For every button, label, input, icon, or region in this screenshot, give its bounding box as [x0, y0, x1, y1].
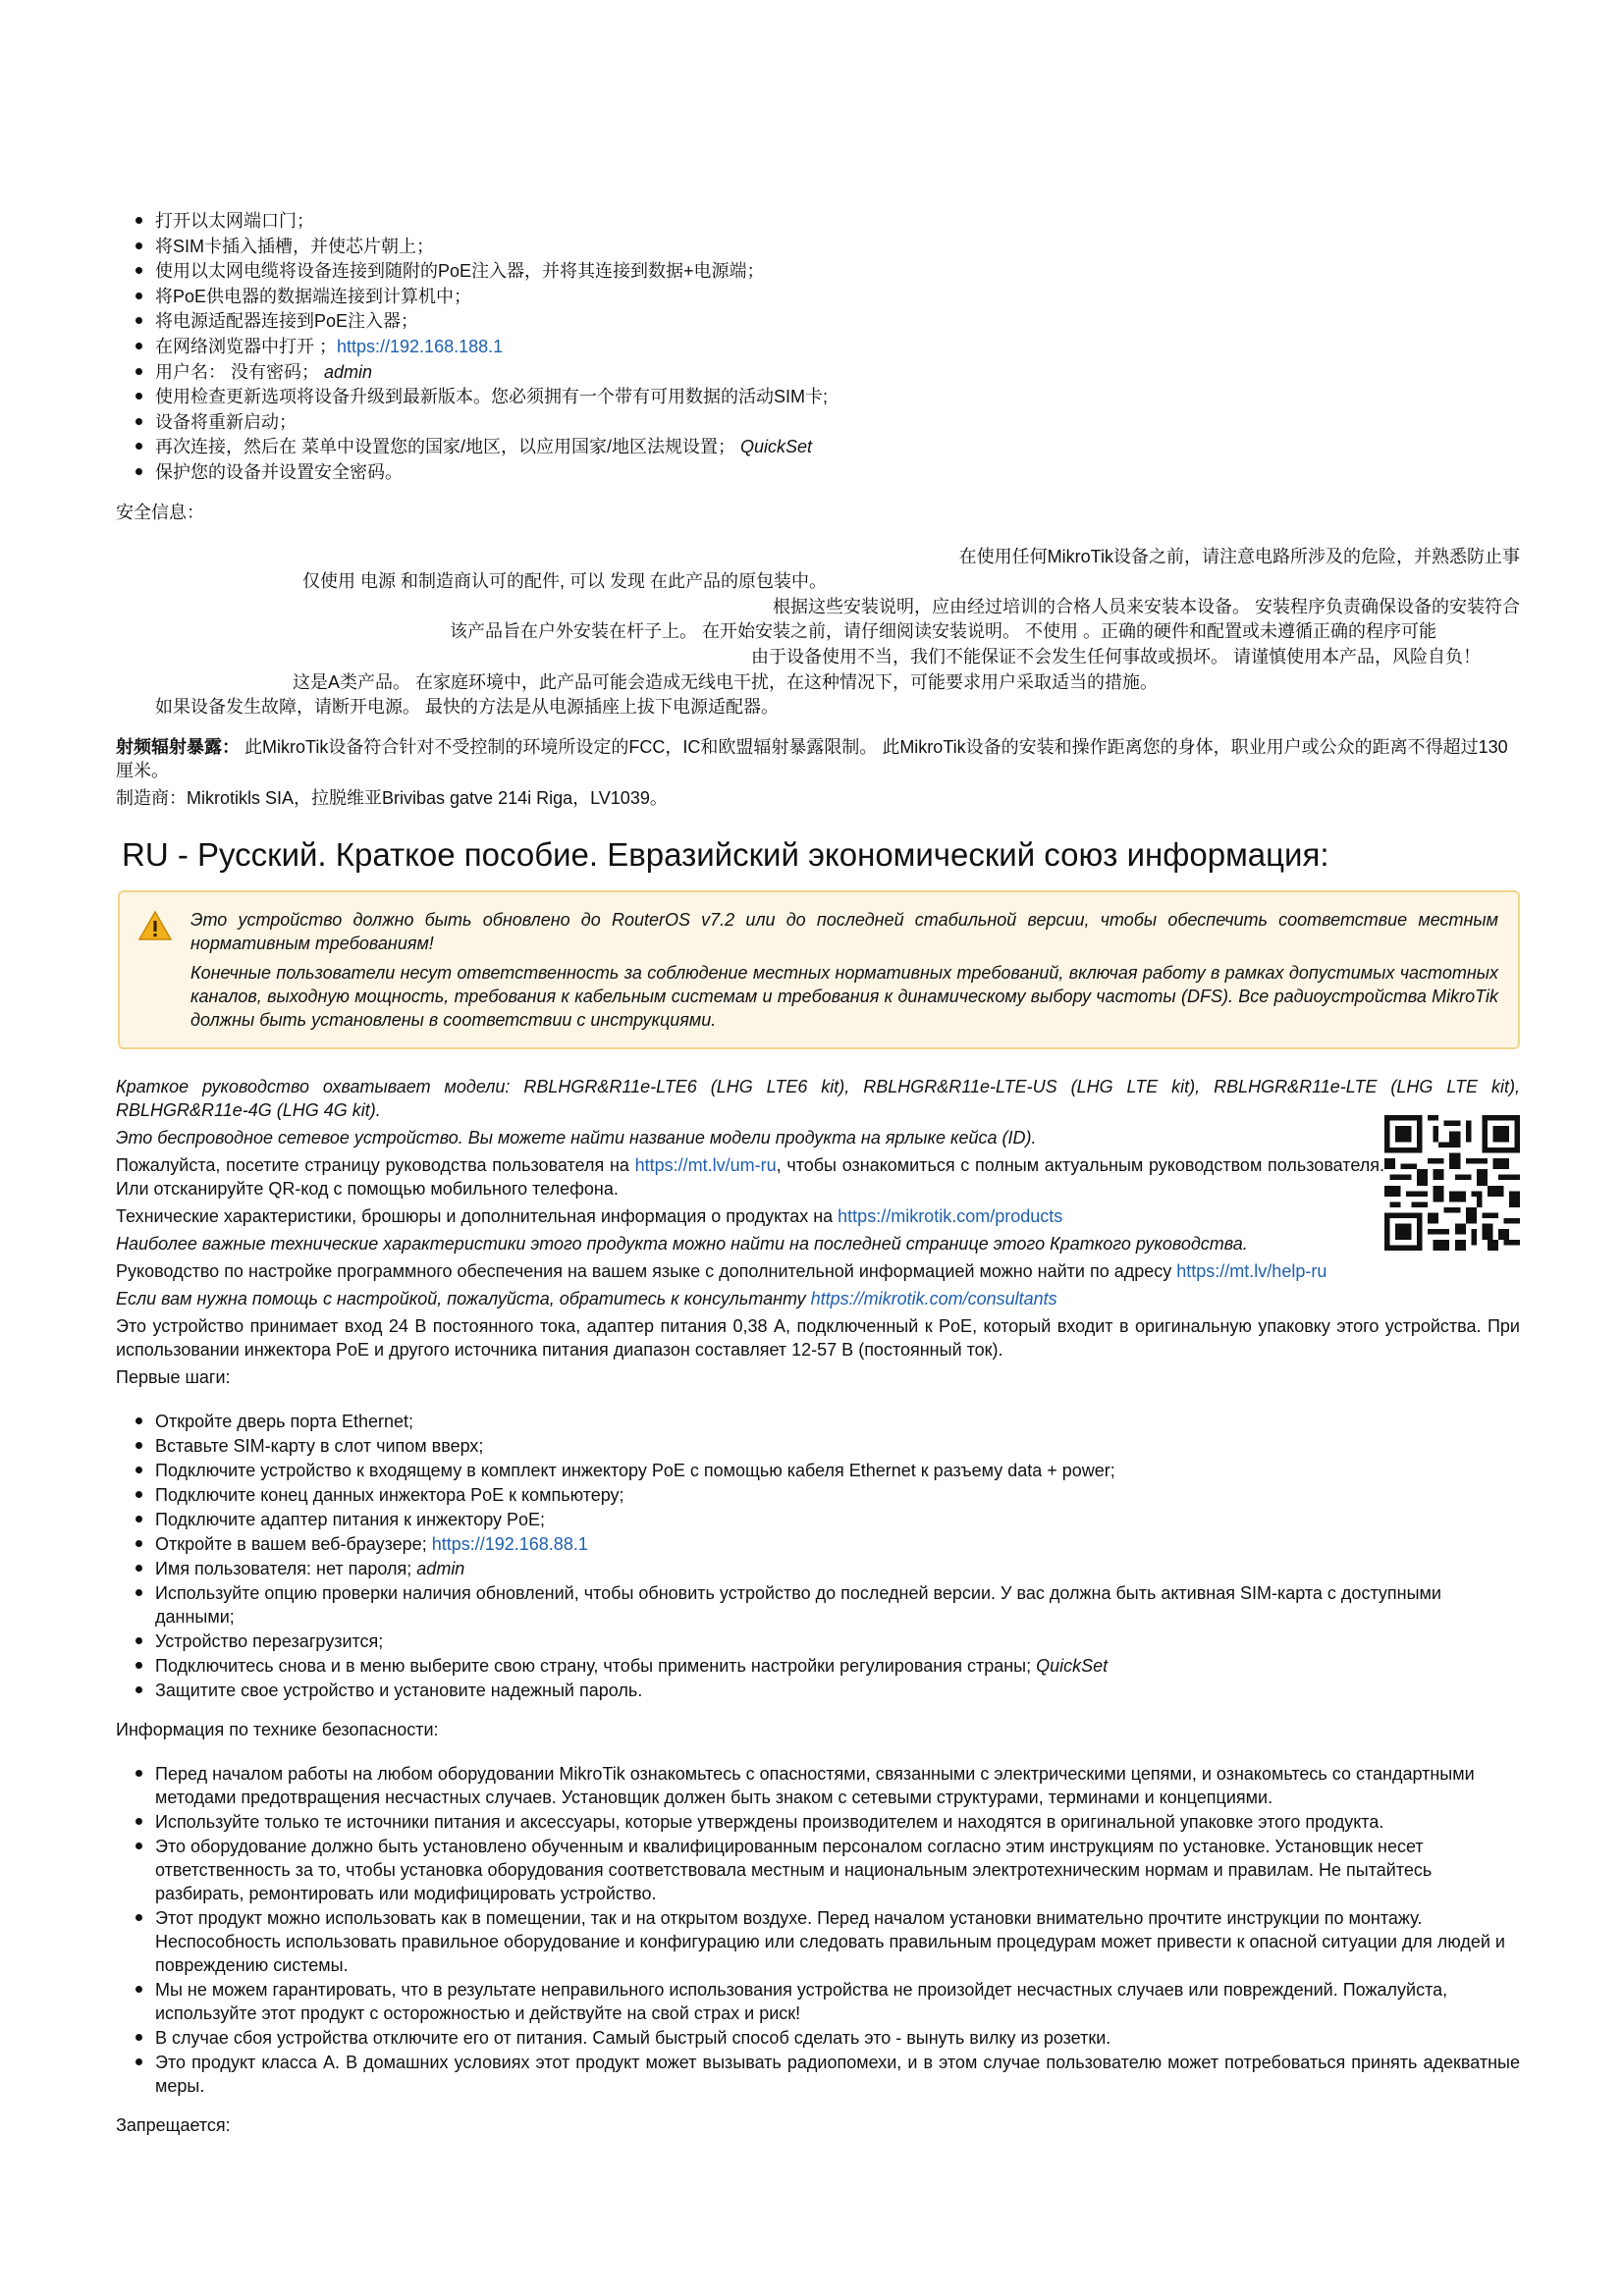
list-item: • 保护您的设备并设置安全密码。	[155, 459, 1520, 485]
ru-safety-list	[116, 1761, 1520, 2098]
ru-important: Наиболее важные технические характеристики этого продукта можно найти на последней странице этого Краткого руководства.	[116, 1233, 1248, 1254]
list-item: • 将PoE供电器的数据端连接到计算机中；	[155, 284, 1520, 309]
list-item: • Вставьте SIM-карту в слот чипом вверх;	[155, 1433, 1520, 1458]
list-item: • 在网络浏览器中打开 ；https://192.168.188.1	[155, 334, 1520, 359]
list-item: • Устройство перезагрузится;	[155, 1629, 1520, 1653]
list-item: • 再次连接，然后在 菜单中设置您的国家/地区，以应用国家/地区法规设置； QuickSet	[155, 434, 1520, 459]
list-item: • Этот продукт можно использовать как в помещении, так и на открытом воздухе. Перед началом установки внимательно прочтите инструкции по монтажу. Неспособность использовать правильное оборудование и конфигурацию или следовать правильным процедурам может привести к опасной ситуации для людей и повреждению системы.	[155, 1905, 1520, 1977]
ru-power: Это устройство принимает вход 24 В постоянного тока, адаптер питания 0,38 А, подключенный к PoE, который входит в оригинальную упаковку этого устройства. При использовании инжектора PoE и другого источника питания диапазон составляет 12-57 В (постоянный ток).	[116, 1315, 1520, 1360]
list-item: • 根据这些安装说明，应由经过培训的合格人员来安装本设备。 安装程序负责确保设备的安装符合	[155, 594, 1520, 619]
cn-manufacturer: 制造商：Mikrotikls SIA，拉脱维亚Brivibas gatve 214i Riga，LV1039。	[116, 787, 668, 808]
list-item: • Используйте только те источники питания и аксессуары, которые утверждены производителем и находятся в оригинальной упаковке этого продукта.	[155, 1809, 1520, 1834]
cn-safety-heading: 安全信息：	[116, 502, 204, 522]
ru-forbidden-heading: Запрещается:	[116, 2114, 231, 2135]
ru-local-url-link[interactable]: https://192.168.88.1	[431, 1533, 588, 1554]
ru-help: Если вам нужна помощь с настройкой, пожалуйста, обратитесь к консультанту https://mikrotik.com/consultants	[116, 1288, 1057, 1308]
list-item: • Подключите конец данных инжектора PoE к компьютеру;	[155, 1482, 1520, 1507]
list-item: • 使用检查更新选项将设备升级到最新版本。您必须拥有一个带有可用数据的活动SIM卡;	[155, 384, 1520, 409]
list-item: • Подключитесь снова и в меню выберите свою страну, чтобы применить настройки регулирования страны; QuickSet	[155, 1653, 1520, 1678]
cn-local-url-link[interactable]: https://192.168.188.1	[337, 336, 504, 356]
ru-safety-heading: Информация по технике безопасности:	[116, 1719, 439, 1739]
list-item: • 用户名： 没有密码； admin	[155, 359, 1520, 385]
ru-note-line-1: Это устройство должно быть обновлено до RouterOS v7.2 или до последней стабильной версии, чтобы обеспечить соответствие местным нормативным требованиям!	[190, 909, 1498, 953]
cn-rf-exposure: 射频辐射暴露： 此MikroTik设备符合针对不受控制的环境所设定的FCC，IC和欧盟辐射暴露限制。 此MikroTik设备的安装和操作距离您的身体，职业用户或公众的距离不得超过130厘米。	[116, 736, 1508, 780]
ru-admin-label: admin	[416, 1558, 465, 1578]
list-item: • Мы не можем гарантировать, что в результате неправильного использования устройства не произойдет несчастных случаев или повреждений. Пожалуйста, используйте этот продукт с осторожностью и действуйте на свой страх и риск!	[155, 1977, 1520, 2025]
list-item: • 由于设备使用不当，我们不能保证不会发生任何事故或损坏。 请谨慎使用本产品，风险自负！	[155, 644, 1520, 669]
list-item: • 打开以太网端口门；	[155, 208, 1520, 234]
list-item: • Откройте дверь порта Ethernet;	[155, 1409, 1520, 1433]
list-item: • 使用以太网电缆将设备连接到随附的PoE注入器，并将其连接到数据+电源端；	[155, 258, 1520, 284]
list-item: • 该产品旨在户外安装在杆子上。 在开始安装之前，请仔细阅读安装说明。 不使用 。正确的硬件和配置或未遵循正确的程序可能	[155, 618, 1520, 644]
ru-config-guide: Руководство по настройке программного обеспечения на вашем языке с дополнительной информацией можно найти по адресу https://mt.lv/help-ru	[116, 1260, 1327, 1281]
document-body	[116, 208, 1520, 2141]
ru-section-title: RU - Русский. Краткое пособие. Евразийский экономический союз информация:	[122, 835, 1329, 873]
cn-safety-list	[116, 544, 1520, 720]
list-item: • В случае сбоя устройства отключите его от питания. Самый быстрый способ сделать это - вынуть вилку из розетки.	[155, 2025, 1520, 2050]
cn-admin-label: admin	[324, 361, 373, 382]
list-item: • Используйте опцию проверки наличия обновлений, чтобы обновить устройство до последней версии. У вас должна быть активная SIM-карта с доступными данными;	[155, 1580, 1520, 1629]
ru-models: Краткое руководство охватывает модели: RBLHGR&R11e-LTE6 (LHG LTE6 kit), RBLHGR&R11e-LTE-US (LHG LTE kit), RBLHGR&R11e-LTE (LHG LTE kit), RBLHGR&R11e-4G (LHG 4G kit).	[116, 1076, 1520, 1120]
qr-code-icon	[1384, 1115, 1520, 1251]
ru-user-manual: Пожалуйста, посетите страницу руководства пользователя на https://mt.lv/um-ru, чтобы ознакомиться с полным актуальным руководством пользователя. Или отсканируйте QR-код с помощью мобильного телефона.	[116, 1154, 1385, 1199]
list-item: • 将SIM卡插入插槽，并使芯片朝上；	[155, 234, 1520, 259]
list-item: • Откройте в вашем веб-браузере; https://192.168.88.1	[155, 1531, 1520, 1556]
ru-steps-list	[116, 1409, 1520, 1702]
list-item: • 仅使用 电源 和制造商认可的配件, 可以 发现 在此产品的原包装中。	[155, 568, 1520, 594]
list-item: • Это продукт класса А. В домашних условиях этот продукт может вызывать радиопомехи, и в этом случае пользователю может потребоваться принять адекватные меры.	[155, 2050, 1520, 2098]
ru-wireless-note: Это беспроводное сетевое устройство. Вы можете найти название модели продукта на ярлыке кейса (ID).	[116, 1127, 1037, 1148]
list-item: • 设备将重新启动；	[155, 409, 1520, 435]
ru-consultants-link[interactable]: https://mikrotik.com/consultants	[810, 1288, 1057, 1308]
list-item: • 在使用任何MikroTik设备之前，请注意电路所涉及的危险，并熟悉防止事	[155, 544, 1520, 569]
ru-warning-note	[118, 890, 1520, 1049]
list-item: • Защитите свое устройство и установите надежный пароль.	[155, 1678, 1520, 1702]
list-item: • Перед началом работы на любом оборудовании MikroTik ознакомьтесь с опасностями, связанными с электрическими цепями, и ознакомьтесь со стандартными методами предотвращения несчастных случаев. Установщик должен быть знаком с сетевыми структурами, терминами и концепциями.	[155, 1761, 1520, 1809]
cn-steps-list	[116, 208, 1520, 485]
ru-user-manual-link[interactable]: https://mt.lv/um-ru	[634, 1154, 777, 1175]
warning-icon	[137, 910, 173, 941]
list-item: • 如果设备发生故障，请断开电源。 最快的方法是从电源插座上拔下电源适配器。	[155, 694, 1520, 720]
list-item: • 将电源适配器连接到PoE注入器；	[155, 308, 1520, 334]
cn-quickset-label: QuickSet	[740, 437, 813, 457]
ru-help-link[interactable]: https://mt.lv/help-ru	[1176, 1260, 1327, 1281]
list-item: • Это оборудование должно быть установлено обученным и квалифицированным персоналом согласно этим инструкциям по установке. Установщик несет ответственность за то, чтобы установка оборудования соответствовала местным и национальным электротехническим нормам и правилам. Не пытайтесь разбирать, ремонтировать или модифицировать устройство.	[155, 1834, 1520, 1905]
ru-note-line-2: Конечные пользователи несут ответственность за соблюдение местных нормативных требований, включая работу в рамках допустимых частотных каналов, выходную мощность, требования к кабельным системам и требования к динамическому выбору частоты (DFS). Все радиоустройства MikroTik должны быть установлены в соответствии с инструкциями.	[190, 962, 1498, 1030]
ru-first-steps-heading: Первые шаги:	[116, 1366, 231, 1387]
ru-products-link[interactable]: https://mikrotik.com/products	[838, 1205, 1063, 1226]
list-item: • 这是A类产品。 在家庭环境中，此产品可能会造成无线电干扰，在这种情况下，可能要求用户采取适当的措施。	[155, 669, 1520, 695]
list-item: • Подключите адаптер питания к инжектору PoE;	[155, 1507, 1520, 1531]
ru-specs: Технические характеристики, брошюры и дополнительная информация о продуктах на https://mikrotik.com/products	[116, 1205, 1063, 1226]
list-item: • Имя пользователя: нет пароля; admin	[155, 1556, 1520, 1580]
list-item: • Подключите устройство к входящему в комплект инжектору PoE с помощью кабеля Ethernet к разъему data + power;	[155, 1458, 1520, 1482]
ru-quickset-label: QuickSet	[1036, 1655, 1109, 1676]
